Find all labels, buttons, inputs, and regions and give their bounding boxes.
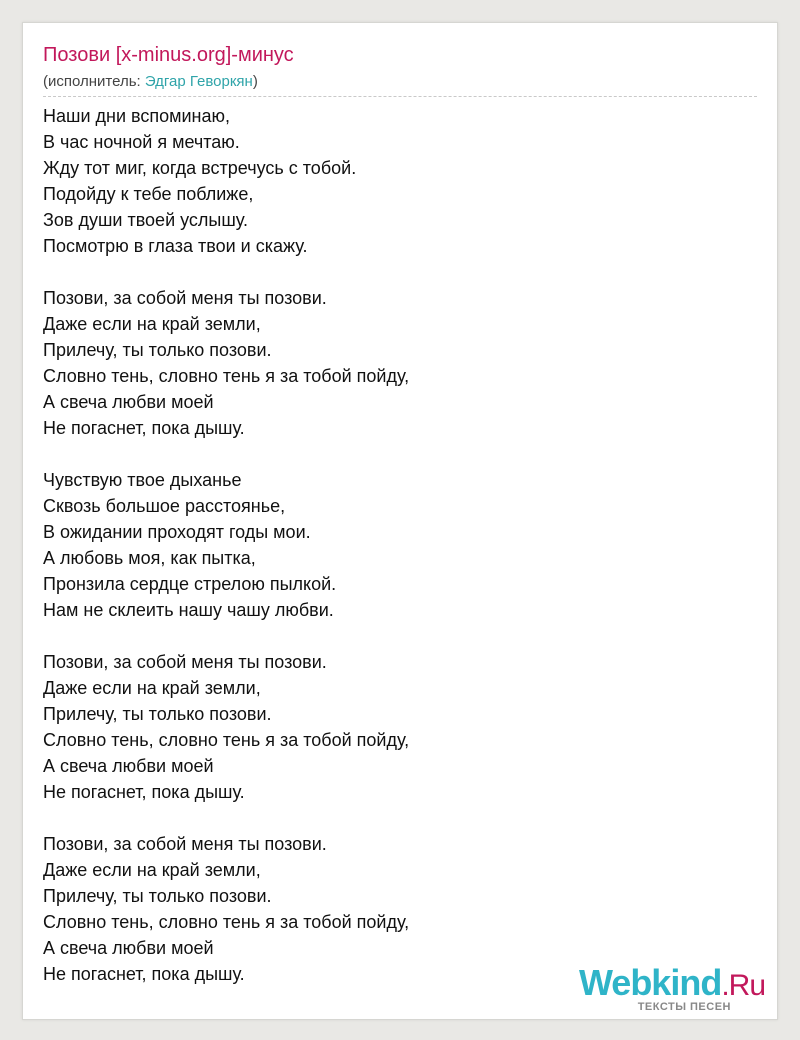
lyric-line: Даже если на край земли,: [43, 314, 261, 334]
lyric-line: Не погаснет, пока дышу.: [43, 964, 245, 984]
song-title: Позови [x-minus.org]-минус: [43, 44, 294, 66]
lyric-line: Позови, за собой меня ты позови.: [43, 834, 327, 854]
lyric-line: Пронзила сердце стрелою пылкой.: [43, 574, 337, 594]
lyric-line: Прилечу, ты только позови.: [43, 340, 272, 360]
header-divider: [43, 96, 757, 97]
lyric-line: Прилечу, ты только позови.: [43, 886, 272, 906]
lyric-line: Не погаснет, пока дышу.: [43, 782, 245, 802]
lyric-line: Словно тень, словно тень я за тобой пойду,: [43, 730, 410, 750]
lyric-line: Зов души твоей услышу.: [43, 210, 249, 230]
lyric-line: А любовь моя, как пытка,: [43, 548, 256, 568]
lyrics-card: [22, 22, 778, 1020]
lyric-line: Жду тот миг, когда встречусь с тобой.: [43, 158, 357, 178]
stanza: [43, 285, 743, 441]
artist-link[interactable]: Эдгар Геворкян: [144, 73, 253, 90]
lyric-line: Подойду к тебе поближе,: [43, 184, 254, 204]
lyric-line: Наши дни вспоминаю,: [43, 106, 231, 126]
lyric-line: Даже если на край земли,: [43, 678, 261, 698]
lyric-line: Даже если на край земли,: [43, 860, 261, 880]
lyric-line: А свеча любви моей: [43, 392, 214, 412]
logo-name: Webkind: [578, 962, 722, 1003]
lyric-line: Не погаснет, пока дышу.: [43, 418, 245, 438]
lyric-line: Позови, за собой меня ты позови.: [43, 652, 327, 672]
lyric-line: Чувствую твое дыханье: [43, 470, 242, 490]
lyric-line: Словно тень, словно тень я за тобой пойду,: [43, 912, 410, 932]
stanza: [43, 649, 743, 805]
lyric-line: Прилечу, ты только позови.: [43, 704, 272, 724]
logo-tagline: ТЕКСТЫ ПЕСЕН: [637, 1001, 731, 1013]
lyric-line: В час ночной я мечтаю.: [43, 132, 240, 152]
logo-tld: .Ru: [721, 969, 765, 1002]
lyric-line: А свеча любви моей: [43, 938, 214, 958]
lyric-line: А свеча любви моей: [43, 756, 214, 776]
lyric-line: Словно тень, словно тень я за тобой пойду,: [43, 366, 410, 386]
logo-wordmark: [579, 964, 765, 1005]
artist-line: [43, 73, 258, 91]
lyric-line: Сквозь большое расстоянье,: [43, 496, 286, 516]
lyric-line: Нам не склеить нашу чашу любви.: [43, 600, 334, 620]
stanza: [43, 103, 743, 259]
webkind-logo[interactable]: [579, 964, 765, 1013]
stanza: [43, 467, 743, 623]
lyric-line: В ожидании проходят годы мои.: [43, 522, 311, 542]
lyric-line: Позови, за собой меня ты позови.: [43, 288, 327, 308]
artist-prefix: (исполнитель:: [43, 73, 145, 90]
lyrics-body: [43, 103, 743, 1013]
artist-suffix: ): [252, 73, 258, 90]
lyric-line: Посмотрю в глаза твои и скажу.: [43, 236, 308, 256]
